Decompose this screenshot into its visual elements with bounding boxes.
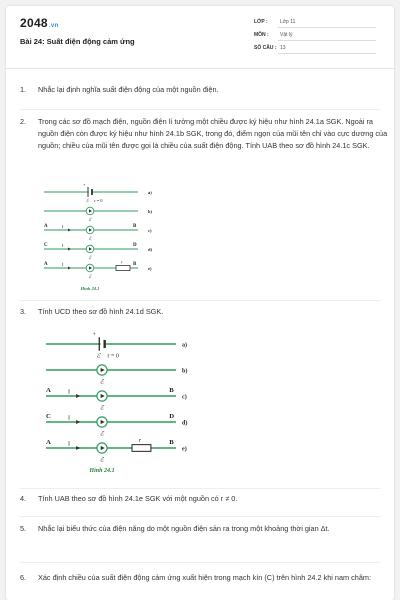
question-text: Xác định chiều của suất điện động cảm ứng xuất hiện trong mạch kín (C) trên hình 24.2 khi nam châm:	[38, 573, 372, 582]
emf-label: ℰ	[88, 255, 92, 260]
question-number: 1.	[20, 85, 27, 94]
resistor-symbol	[132, 445, 151, 452]
question-text: Trong các sơ đồ mạch điện, nguồn điện lí tưởng một chiều được ký hiệu như hình 24.1a SGK. Ngoài ra nguồn điện còn được ký hiệu như hình 24.1b SGK, trong đó, điểm ngọn của mũi tên chỉ vào cực dương của nguồn; chiều của mũi tên được gọi là chiều của suất điện động. Tính UAB theo sơ đồ hình 24.1c SGK.	[38, 117, 388, 151]
terminal-label-right: B	[133, 262, 137, 267]
emf-label: ℰ	[86, 198, 89, 203]
emf-label: ℰ	[88, 217, 92, 222]
header-divider	[6, 68, 394, 69]
figure-caption: Hình 24.1	[89, 468, 115, 474]
emf-label: ℰ	[88, 236, 92, 241]
internal-resistance-label: r = 0	[94, 198, 103, 203]
current-arrow-icon	[76, 420, 80, 424]
battery-gap	[89, 186, 91, 198]
current-label: I	[62, 262, 64, 267]
circuit-figure-large	[6, 324, 394, 484]
current-label: I	[68, 415, 71, 422]
meta-row-class	[254, 19, 378, 32]
emf-label: ℰ	[99, 457, 104, 464]
current-label: I	[68, 389, 71, 396]
meta-key: MÔN :	[254, 32, 269, 38]
terminal-label-right: B	[133, 224, 137, 229]
internal-resistance-label: r = 0	[107, 353, 119, 360]
question-number: 5.	[20, 524, 27, 533]
meta-underline	[278, 40, 376, 41]
terminal-label-right: B	[169, 438, 174, 446]
current-label: I	[68, 441, 71, 448]
row-label: c)	[148, 228, 152, 233]
plus-sign: +	[83, 182, 86, 187]
question-number: 2.	[20, 117, 27, 126]
question-divider	[20, 488, 380, 489]
row-label: b)	[182, 368, 188, 375]
current-arrow-icon	[76, 394, 80, 398]
meta-key: LỚP :	[254, 19, 268, 25]
current-arrow-icon	[68, 248, 71, 251]
meta-key: SỐ CÂU :	[254, 45, 277, 51]
meta-row-count	[254, 45, 378, 58]
current-arrow-icon	[68, 229, 71, 232]
emf-label: ℰ	[88, 274, 92, 279]
row-label: a)	[182, 342, 188, 349]
meta-row-subject	[254, 32, 378, 45]
worksheet-header	[6, 6, 394, 64]
resistor-label: r	[121, 259, 123, 265]
current-label: I	[62, 243, 64, 248]
row-label: e)	[148, 266, 152, 271]
current-arrow-icon	[76, 446, 80, 450]
meta-value: Lớp 11	[280, 19, 296, 25]
terminal-label-left: C	[46, 412, 51, 420]
figure-caption: Hình 24.1	[80, 286, 100, 291]
meta-info	[254, 19, 378, 58]
meta-underline	[278, 27, 376, 28]
question-divider	[20, 109, 380, 110]
battery-gap	[101, 336, 104, 352]
meta-value: Vật lý	[280, 32, 293, 38]
question-text: Nhắc lại biểu thức của điện năng do một nguồn điện sản ra trong một khoảng thời gian Δt.	[38, 524, 330, 533]
row-label: d)	[148, 247, 153, 252]
row-label: c)	[182, 394, 187, 401]
terminal-label-right: D	[133, 243, 137, 248]
resistor-symbol	[116, 266, 130, 271]
emf-label: ℰ	[99, 379, 104, 386]
terminal-label-left: C	[44, 243, 48, 248]
worksheet-page	[6, 6, 394, 600]
terminal-label-left: A	[46, 386, 51, 394]
row-label: b)	[148, 209, 153, 214]
terminal-label-left: A	[44, 262, 48, 267]
logo-suffix: .vn	[48, 23, 59, 29]
question-number: 6.	[20, 573, 27, 582]
question-divider	[20, 562, 380, 563]
row-label: a)	[148, 190, 152, 195]
emf-label: ℰ	[99, 431, 104, 438]
terminal-label-right: D	[169, 412, 175, 420]
logo-main: 2048	[20, 16, 48, 30]
question-text: Tính UAB theo sơ đồ hình 24.1e SGK với một nguồn có r ≠ 0.	[38, 494, 238, 503]
question-text: Nhắc lại định nghĩa suất điện động của một nguồn điện.	[38, 85, 219, 94]
current-arrow-icon	[68, 267, 71, 270]
question-text: Tính UCD theo sơ đồ hình 24.1d SGK.	[38, 307, 164, 316]
emf-label: ℰ	[99, 405, 104, 412]
site-logo[interactable]	[20, 16, 58, 30]
current-label: I	[62, 224, 64, 229]
question-number: 4.	[20, 494, 27, 503]
lesson-title: Bài 24: Suất điện động cảm ứng	[20, 37, 135, 46]
circuit-figure-small	[6, 180, 394, 296]
meta-underline	[278, 53, 376, 54]
row-label: d)	[182, 420, 188, 427]
plus-sign: +	[92, 331, 96, 338]
terminal-label-left: A	[44, 224, 48, 229]
question-number: 3.	[20, 307, 27, 316]
question-divider	[20, 516, 380, 517]
terminal-label-left: A	[46, 438, 51, 446]
terminal-label-right: B	[169, 386, 174, 394]
question-divider	[20, 300, 380, 301]
row-label: e)	[182, 446, 187, 453]
emf-label: ℰ	[96, 353, 101, 360]
resistor-label: r	[138, 437, 142, 444]
meta-value: 13	[280, 45, 286, 51]
